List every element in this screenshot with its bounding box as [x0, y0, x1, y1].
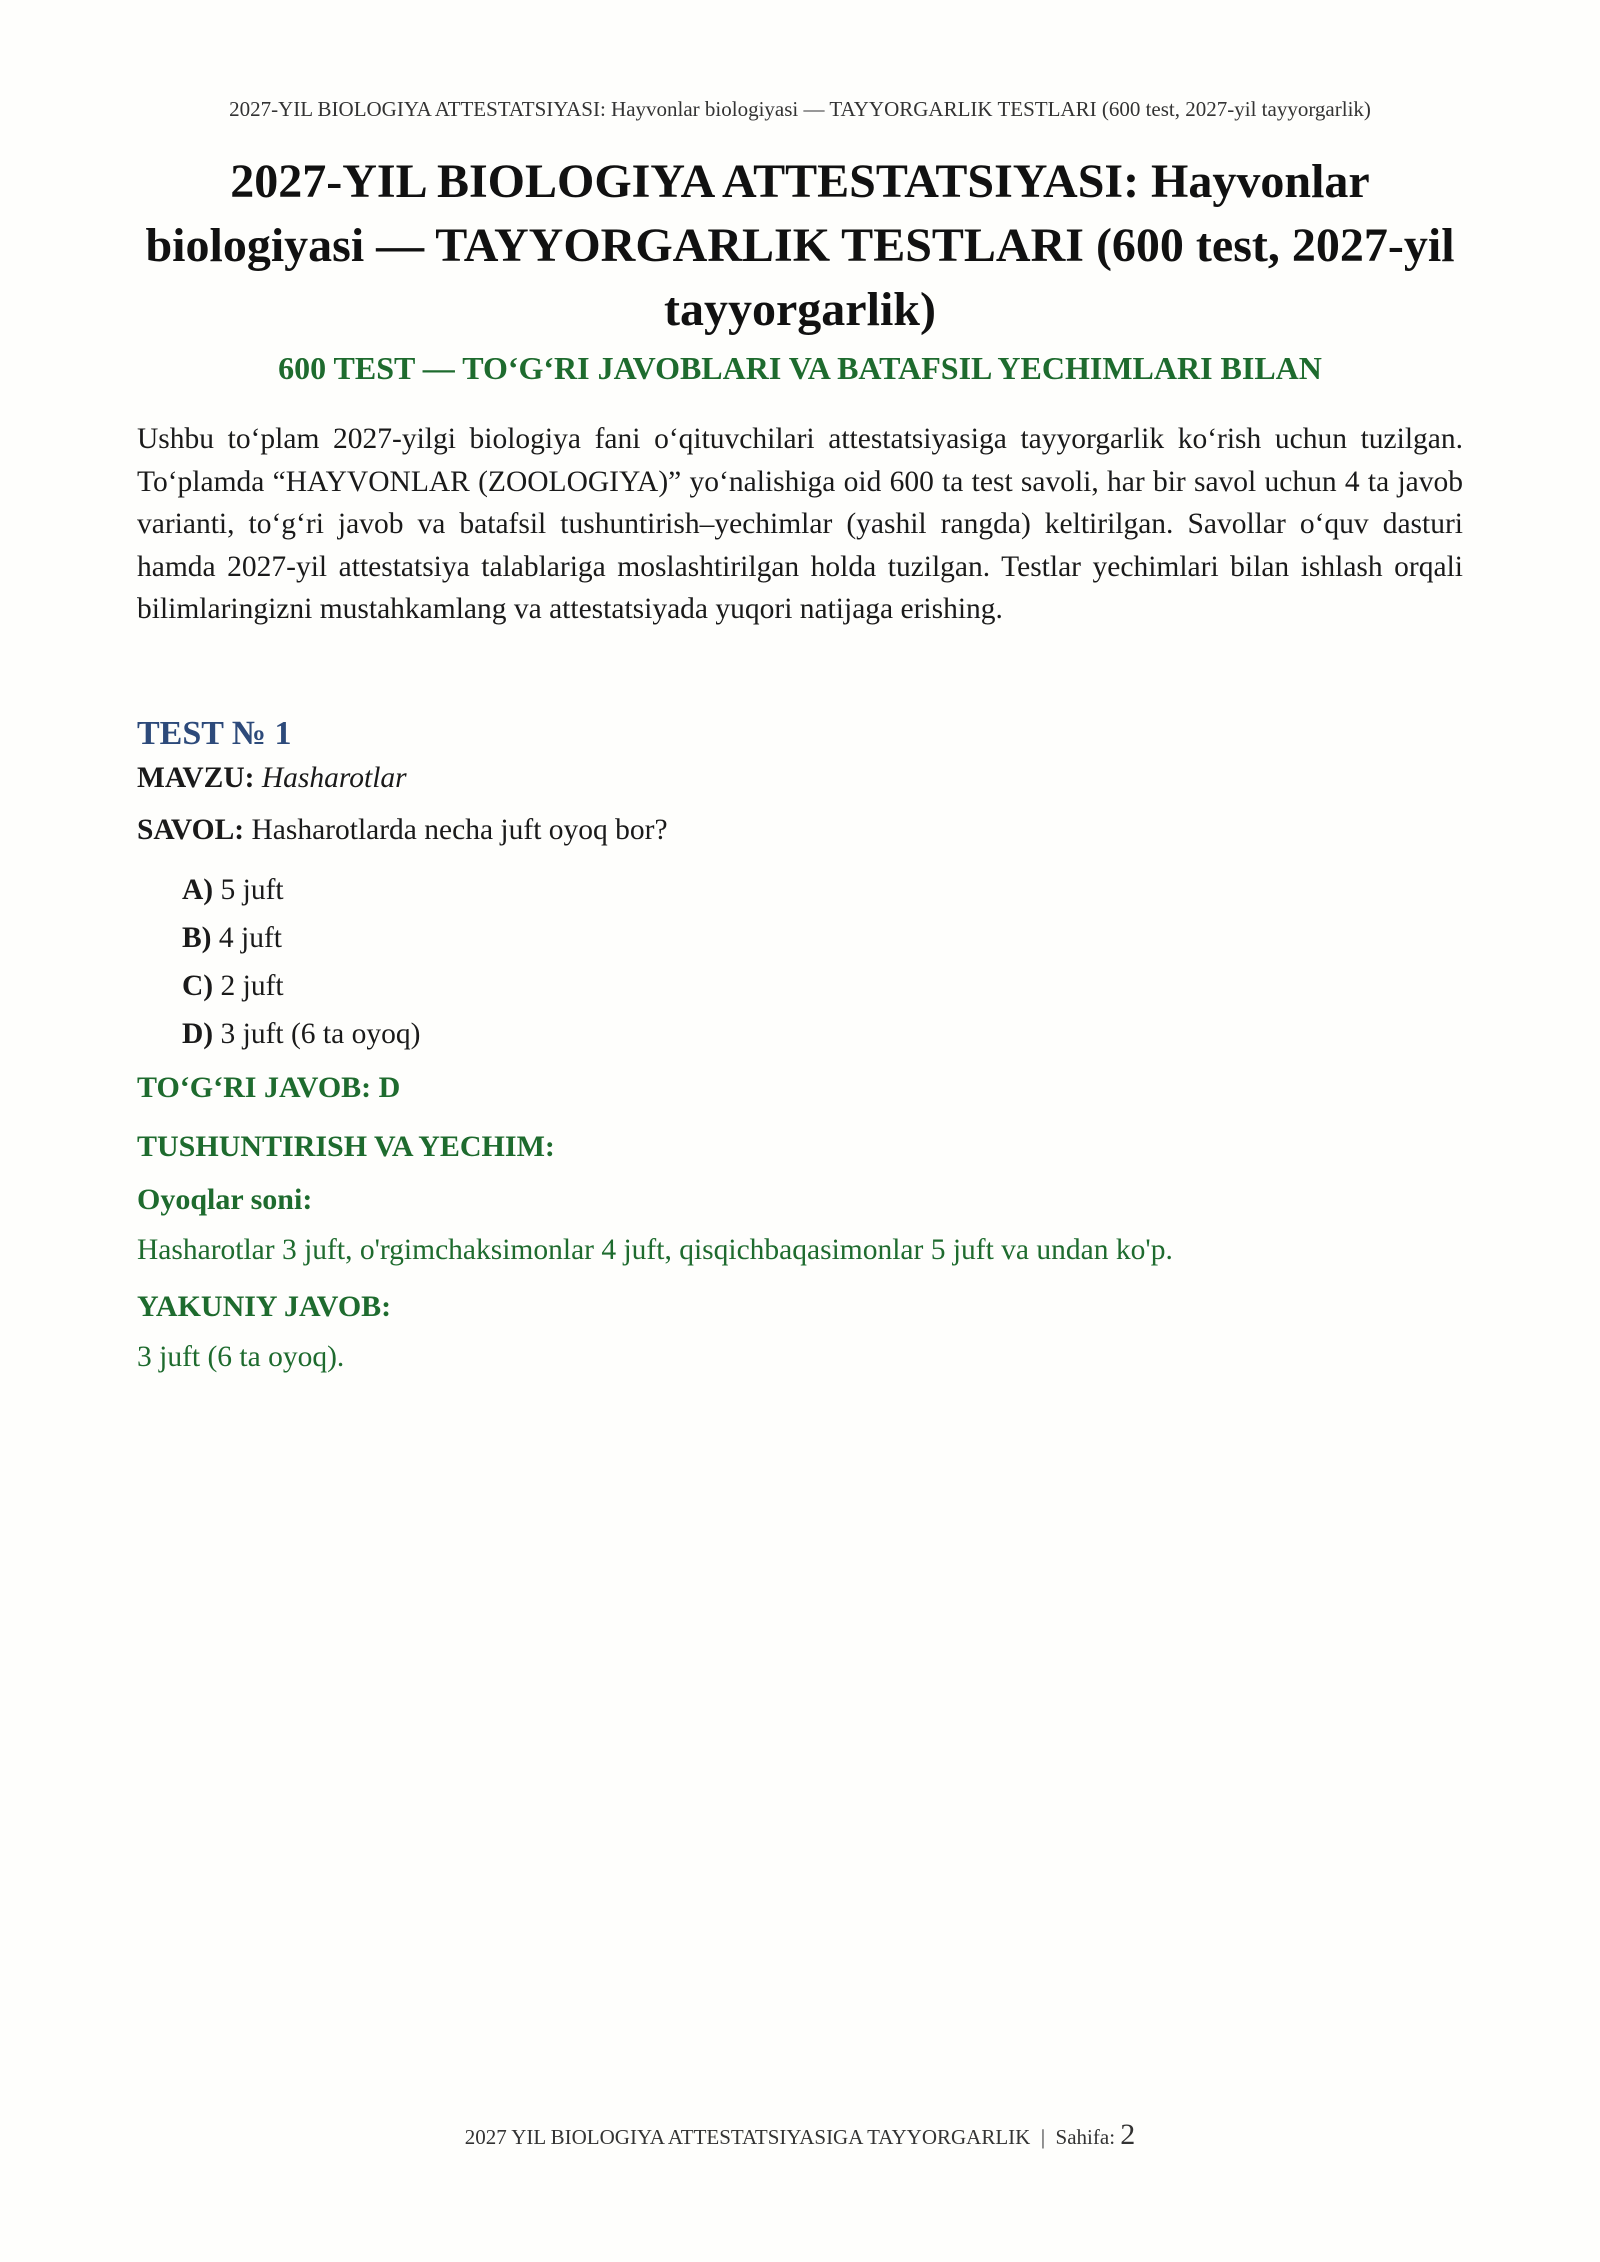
final-answer-text: 3 juft (6 ta oyoq). — [137, 1341, 345, 1373]
topic-value: Hasharotlar — [261, 762, 407, 794]
page-footer — [200, 2118, 1400, 2154]
option-text: 4 juft — [218, 922, 282, 954]
test-heading: TEST № 1 — [137, 715, 292, 752]
option-b — [182, 916, 420, 964]
option-d — [182, 1012, 420, 1060]
question-label: SAVOL: — [137, 814, 245, 846]
option-letter: C) — [182, 970, 214, 1002]
intro-paragraph: Ushbu to‘plam 2027-yilgi biologiya fani o‘qituvchilari attestatsiyasiga tayyorgarlik ko‘rish uchun tuzilgan. To‘plamda “HAYVONLAR (ZOOLOGIYA)” yo‘nalishiga oid 600 ta test savoli, har bir savol uchun 4 ta javob varianti, to‘g‘ri javob va batafsil tushuntirish–yechimlar (yashil rangda) keltirilgan. Savollar o‘quv dasturi hamda 2027-yil attestatsiya talablariga moslashtirilgan holda tuzilgan. Testlar yechimlari bilan ishlash orqali bilimlaringizni mustahkamlang va attestatsiyada yuqori natijaga erishing. — [137, 423, 1463, 625]
option-letter: B) — [182, 922, 212, 954]
question-text: Hasharotlarda necha juft oyoq bor? — [251, 814, 668, 846]
page-number: 2 — [1120, 2118, 1136, 2151]
option-c — [182, 964, 420, 1012]
document-subtitle: 600 TEST — TO‘G‘RI JAVOBLARI VA BATAFSIL YECHIMLARI BILAN — [278, 350, 1322, 386]
correct-answer: TO‘G‘RI JAVOB: D — [137, 1071, 401, 1104]
option-a — [182, 868, 420, 916]
explanation-subheading: Oyoqlar soni: — [137, 1183, 313, 1216]
answer-options — [182, 868, 420, 1060]
document-title: 2027-YIL BIOLOGIYA ATTESTATSIYASI: Hayvonlar biologiyasi — TAYYORGARLIK TESTLARI (600 test, 2027-yil tayyorgarlik) — [145, 155, 1455, 336]
final-answer-label: YAKUNIY JAVOB: — [137, 1290, 392, 1323]
footer-page-label: Sahifa: — [1055, 2125, 1116, 2149]
option-text: 3 juft (6 ta oyoq) — [220, 1018, 421, 1050]
footer-separator: | — [1040, 2125, 1046, 2149]
topic-line — [137, 758, 407, 798]
question-line — [137, 810, 668, 850]
explanation-heading: TUSHUNTIRISH VA YECHIM: — [137, 1130, 555, 1163]
option-text: 2 juft — [220, 970, 284, 1002]
option-text: 5 juft — [220, 874, 284, 906]
topic-label: MAVZU: — [137, 762, 255, 794]
option-letter: A) — [182, 874, 214, 906]
explanation-text: Hasharotlar 3 juft, o'rgimchaksimonlar 4 juft, qisqichbaqasimonlar 5 juft va undan ko'p. — [137, 1234, 1173, 1266]
running-header: 2027-YIL BIOLOGIYA ATTESTATSIYASI: Hayvonlar biologiyasi — TAYYORGARLIK TESTLARI (600 test, 2027-yil tayyorgarlik) — [229, 97, 1371, 121]
option-letter: D) — [182, 1018, 214, 1050]
footer-text: 2027 YIL BIOLOGIYA ATTESTATSIYASIGA TAYYORGARLIK — [464, 2125, 1031, 2149]
